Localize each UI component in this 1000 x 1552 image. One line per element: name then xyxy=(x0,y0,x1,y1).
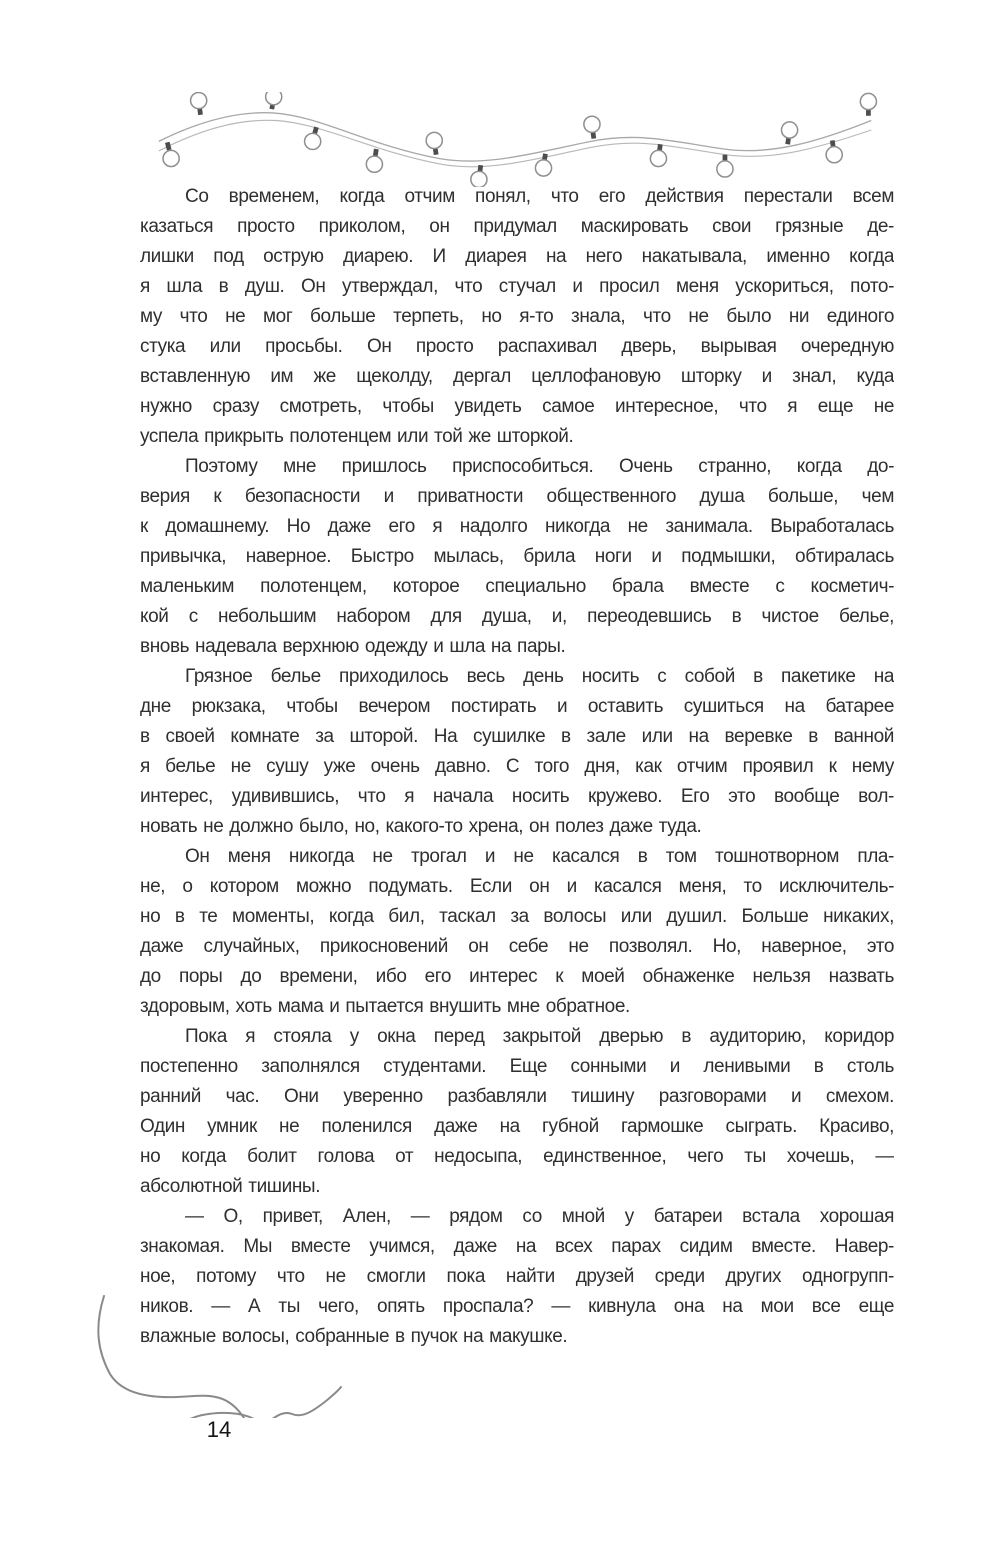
text-line: дне рюкзака, чтобы вечером постирать и оставить сушиться на батарее xyxy=(140,696,894,717)
text-line: даже случайных, прикосновений он себе не позволял. Но, наверное, это xyxy=(140,936,894,957)
text-line: но в те моменты, когда бил, таскал за волосы или душил. Больше никаких, xyxy=(140,906,894,927)
swirl-doodle-icon xyxy=(92,1288,362,1418)
text-line: привычка, наверное. Быстро мылась, брила ноги и подмышки, обтиралась xyxy=(140,546,894,567)
text-line: ников. — А ты чего, опять проспала? — кивнула она на мои все еще xyxy=(140,1296,894,1317)
text-line: не, о котором можно подумать. Если он и касался меня, то исключитель- xyxy=(140,876,894,897)
text-line: я белье не сушу уже очень давно. С того дня, как отчим проявил к нему xyxy=(140,756,894,777)
page-number: 14 xyxy=(206,1417,232,1442)
text-line: до поры до времени, ибо его интерес к моей обнаженке нельзя назвать xyxy=(140,966,894,987)
text-line: но когда болит голова от недосыпа, единственное, чего ты хочешь, — xyxy=(140,1146,894,1167)
text-line: Поэтому мне пришлось приспособиться. Очень странно, когда до- xyxy=(185,456,894,477)
text-line: постепенно заполнялся студентами. Еще сонными и ленивыми в столь xyxy=(140,1056,894,1077)
text-line: лишки под острую диарею. И диарея на него накатывала, именно когда xyxy=(140,246,894,267)
string-lights-garland-icon xyxy=(136,92,894,187)
text-line: успела прикрыть полотенцем или той же шторкой. xyxy=(140,426,574,447)
paragraph xyxy=(140,842,894,1022)
text-line: Со временем, когда отчим понял, что его действия перестали всем xyxy=(185,186,894,207)
text-line: кой с небольшим набором для душа, и, переодевшись в чистое белье, xyxy=(140,606,894,627)
text-line: вставленную им же щеколду, дергал целлофановую шторку и знал, куда xyxy=(140,366,894,387)
text-line: знакомая. Мы вместе учимся, даже на всех парах сидим вместе. Навер- xyxy=(140,1236,894,1257)
text-line: вновь надевала верхнюю одежду и шла на пары. xyxy=(140,636,566,657)
text-line: новать не должно было, но, какого-то хрена, он полез даже туда. xyxy=(140,816,702,837)
text-line: нужно сразу смотреть, чтобы увидеть самое интересное, что я еще не xyxy=(140,396,894,417)
text-line: Грязное белье приходилось весь день носить с собой в пакетике на xyxy=(185,666,894,687)
text-line: Один умник не поленился даже на губной гармошке сыграть. Красиво, xyxy=(140,1116,894,1137)
text-line: казаться просто приколом, он придумал маскировать свои грязные де- xyxy=(140,216,894,237)
text-line: в своей комнате за шторой. На сушилке в зале или на веревке в ванной xyxy=(140,726,894,747)
page-text xyxy=(140,182,894,1352)
text-line: ранний час. Они уверенно разбавляли тишину разговорами и смехом. xyxy=(140,1086,894,1107)
text-line: ное, потому что не смогли пока найти друзей среди других одногрупп- xyxy=(140,1266,894,1287)
text-line: Пока я стояла у окна перед закрытой дверью в аудиторию, коридор xyxy=(185,1026,894,1047)
text-line: Он меня никогда не трогал и не касался в том тошнотворном пла- xyxy=(185,846,894,867)
text-line: влажные волосы, собранные в пучок на макушке. xyxy=(140,1326,568,1347)
paragraph xyxy=(140,452,894,662)
text-line: верия к безопасности и приватности общественного душа больше, чем xyxy=(140,486,894,507)
paragraph xyxy=(140,1022,894,1202)
paragraph xyxy=(140,662,894,842)
text-line: — О, привет, Ален, — рядом со мной у батареи встала хорошая xyxy=(185,1206,894,1227)
text-line: к домашнему. Но даже его я надолго никогда не занимала. Выработалась xyxy=(140,516,894,537)
text-line: здоровым, хоть мама и пытается внушить мне обратное. xyxy=(140,996,630,1017)
text-line: я шла в душ. Он утверждал, что стучал и просил меня ускориться, пото- xyxy=(140,276,894,297)
text-line: абсолютной тишины. xyxy=(140,1176,321,1197)
text-line: интерес, удивившись, что я начала носить кружево. Его это вообще вол- xyxy=(140,786,894,807)
paragraph xyxy=(140,182,894,452)
text-line: стука или просьбы. Он просто распахивал дверь, вырывая очередную xyxy=(140,336,894,357)
text-line: маленьким полотенцем, которое специально брала вместе с косметич- xyxy=(140,576,894,597)
text-line: му что не мог больше терпеть, но я-то знала, что не было ни единого xyxy=(140,306,894,327)
